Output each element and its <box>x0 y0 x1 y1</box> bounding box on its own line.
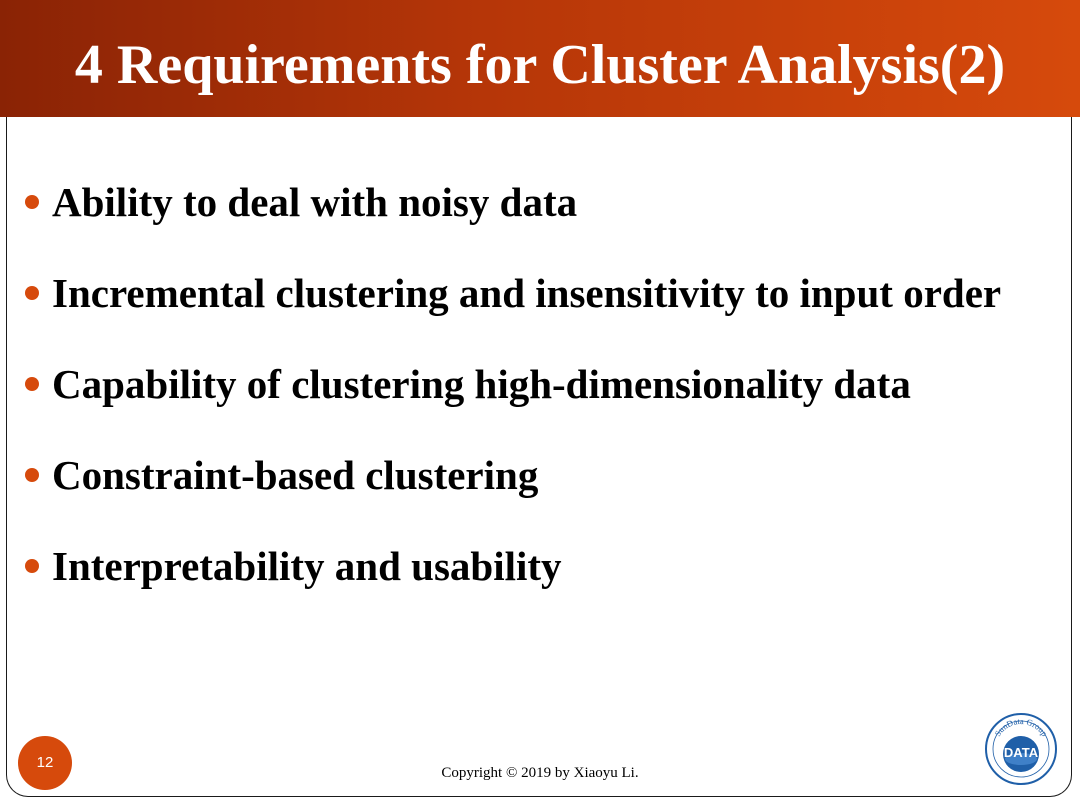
copyright-text: Copyright © 2019 by Xiaoyu Li. <box>441 765 639 781</box>
bullet-item <box>18 339 1073 430</box>
bullet-item <box>18 248 1052 339</box>
bullet-text: Incremental clustering and insensitivity to input order <box>52 270 1002 316</box>
bullet-item <box>18 157 1073 248</box>
logo-ring-text: SunData Group <box>992 715 1050 739</box>
bullet-dot-icon <box>25 377 39 391</box>
title-bar <box>0 0 1080 117</box>
bullet-text: Capability of clustering high-dimensionality data <box>52 361 911 407</box>
bullet-dot-icon <box>25 195 39 209</box>
sundata-group-logo-icon <box>984 712 1058 786</box>
bullet-text: Interpretability and usability <box>52 543 562 589</box>
bullet-item <box>18 521 1073 612</box>
bullet-list <box>18 157 1073 612</box>
slide-title: 4 Requirements for Cluster Analysis(2) <box>74 34 1006 96</box>
bullet-text: Ability to deal with noisy data <box>52 179 578 225</box>
bullet-dot-icon <box>25 286 39 300</box>
logo-center-text: DATA <box>1003 745 1039 760</box>
page-number-badge: 12 <box>18 736 72 790</box>
bullet-text: Constraint-based clustering <box>52 452 539 498</box>
bullet-dot-icon <box>25 559 39 573</box>
bullet-item <box>18 430 1073 521</box>
bullet-dot-icon <box>25 468 39 482</box>
